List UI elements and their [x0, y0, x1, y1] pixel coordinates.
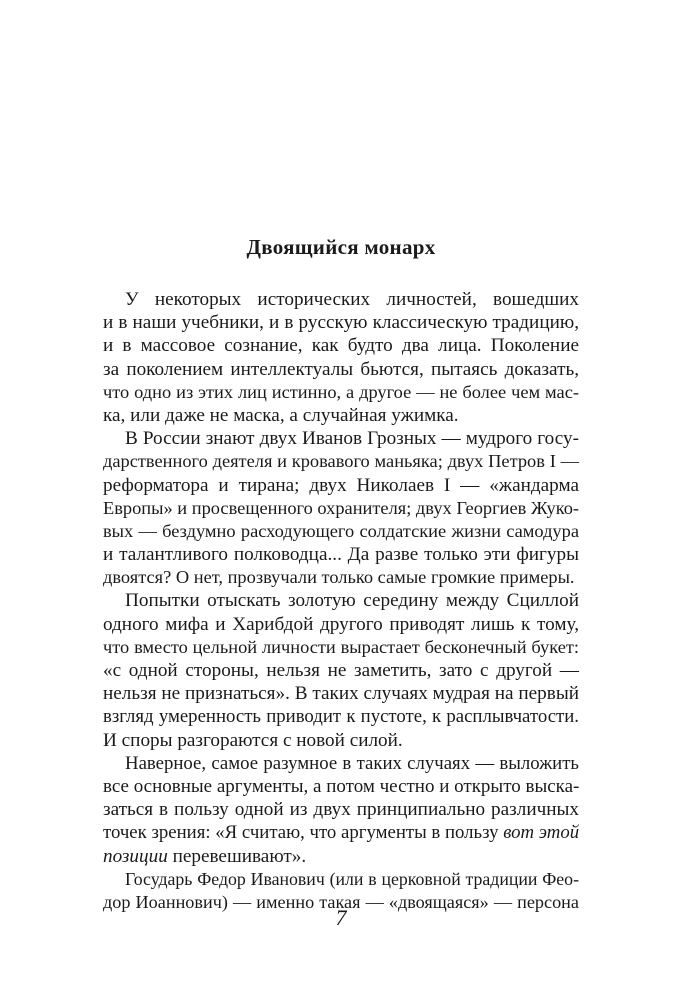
text-line: ка, или даже не маска, а случайная ужимка.: [103, 404, 459, 426]
paragraph-4: [103, 752, 579, 868]
text-segment: точек зрения: «Я считаю, что аргументы в пользу: [103, 822, 504, 844]
page-number: 7: [335, 905, 347, 930]
paragraph-2: [103, 427, 579, 589]
text-line: и в массовое сознание, как будто два лица. Поколение: [103, 335, 579, 357]
text-line: и в наши учебники, и в русскую классическую традицию,: [103, 312, 579, 334]
paragraph-3: [103, 589, 579, 751]
emphasis-text: позиции: [103, 845, 168, 867]
text-line: Государь Федор Иванович (или в церковной традиции Фео-: [125, 868, 579, 889]
text-line: И споры разгораются с новой силой.: [103, 729, 403, 751]
text-line: все основные аргументы, а потом честно и открыто выска-: [103, 775, 580, 797]
text-line: дарственного деятеля и кровавого маньяка; двух Петров I —: [103, 451, 579, 472]
paragraph-1: [103, 288, 579, 427]
text-line: что одно из этих лиц истинно, а другое — не более чем мас-: [103, 381, 579, 402]
text-line: Попытки отыскать золотую середину между Сциллой: [125, 590, 579, 612]
text-line: дор Иоаннович) — именно такая — «двоящаяся» — персона: [103, 891, 579, 912]
text-line: заться в пользу одной из двух принципиально различных: [103, 799, 579, 821]
text-line: взгляд умеренность приводит к пустоте, к расплывчатости.: [103, 706, 579, 728]
text-line: нельзя не признаться». В таких случаях мудрая на первый: [103, 683, 579, 705]
text-line: что вместо цельной личности вырастает бесконечный букет:: [103, 636, 579, 657]
text-line: двоятся? О нет, прозвучали только самые громкие примеры.: [103, 567, 575, 588]
text-line: реформатора и тирана; двух Николаев I — «жандарма: [103, 474, 579, 496]
emphasis-text: вот этой: [503, 822, 580, 844]
chapter-title: Двоящийся монарх: [246, 235, 436, 259]
text-line: Наверное, самое разумное в таких случаях — выложить: [125, 752, 579, 774]
text-segment: перевешивают».: [167, 845, 307, 867]
body-text: [103, 288, 579, 914]
text-line: В России знают двух Иванов Грозных — мудрого госу-: [125, 428, 579, 450]
text-line: Европы» и просвещенного охранителя; двух Георгиев Жуко-: [103, 497, 580, 518]
text-line: «с одной стороны, нельзя не заметить, зато с другой —: [103, 660, 579, 681]
text-line: и талантливого полководца... Да разве только эти фигуры: [103, 544, 579, 566]
text-line-with-emphasis: [103, 821, 579, 844]
text-line-with-emphasis: [103, 845, 579, 868]
text-line: одного мифа и Харибдой другого приводят лишь к тому,: [103, 613, 579, 635]
text-line: вых — бездумно расходующего солдатские жизни самодура: [103, 520, 579, 541]
text-line: У некоторых исторических личностей, вошедших: [125, 289, 579, 310]
text-line: за поколением интеллектуалы бьются, пытаясь доказать,: [103, 358, 579, 380]
